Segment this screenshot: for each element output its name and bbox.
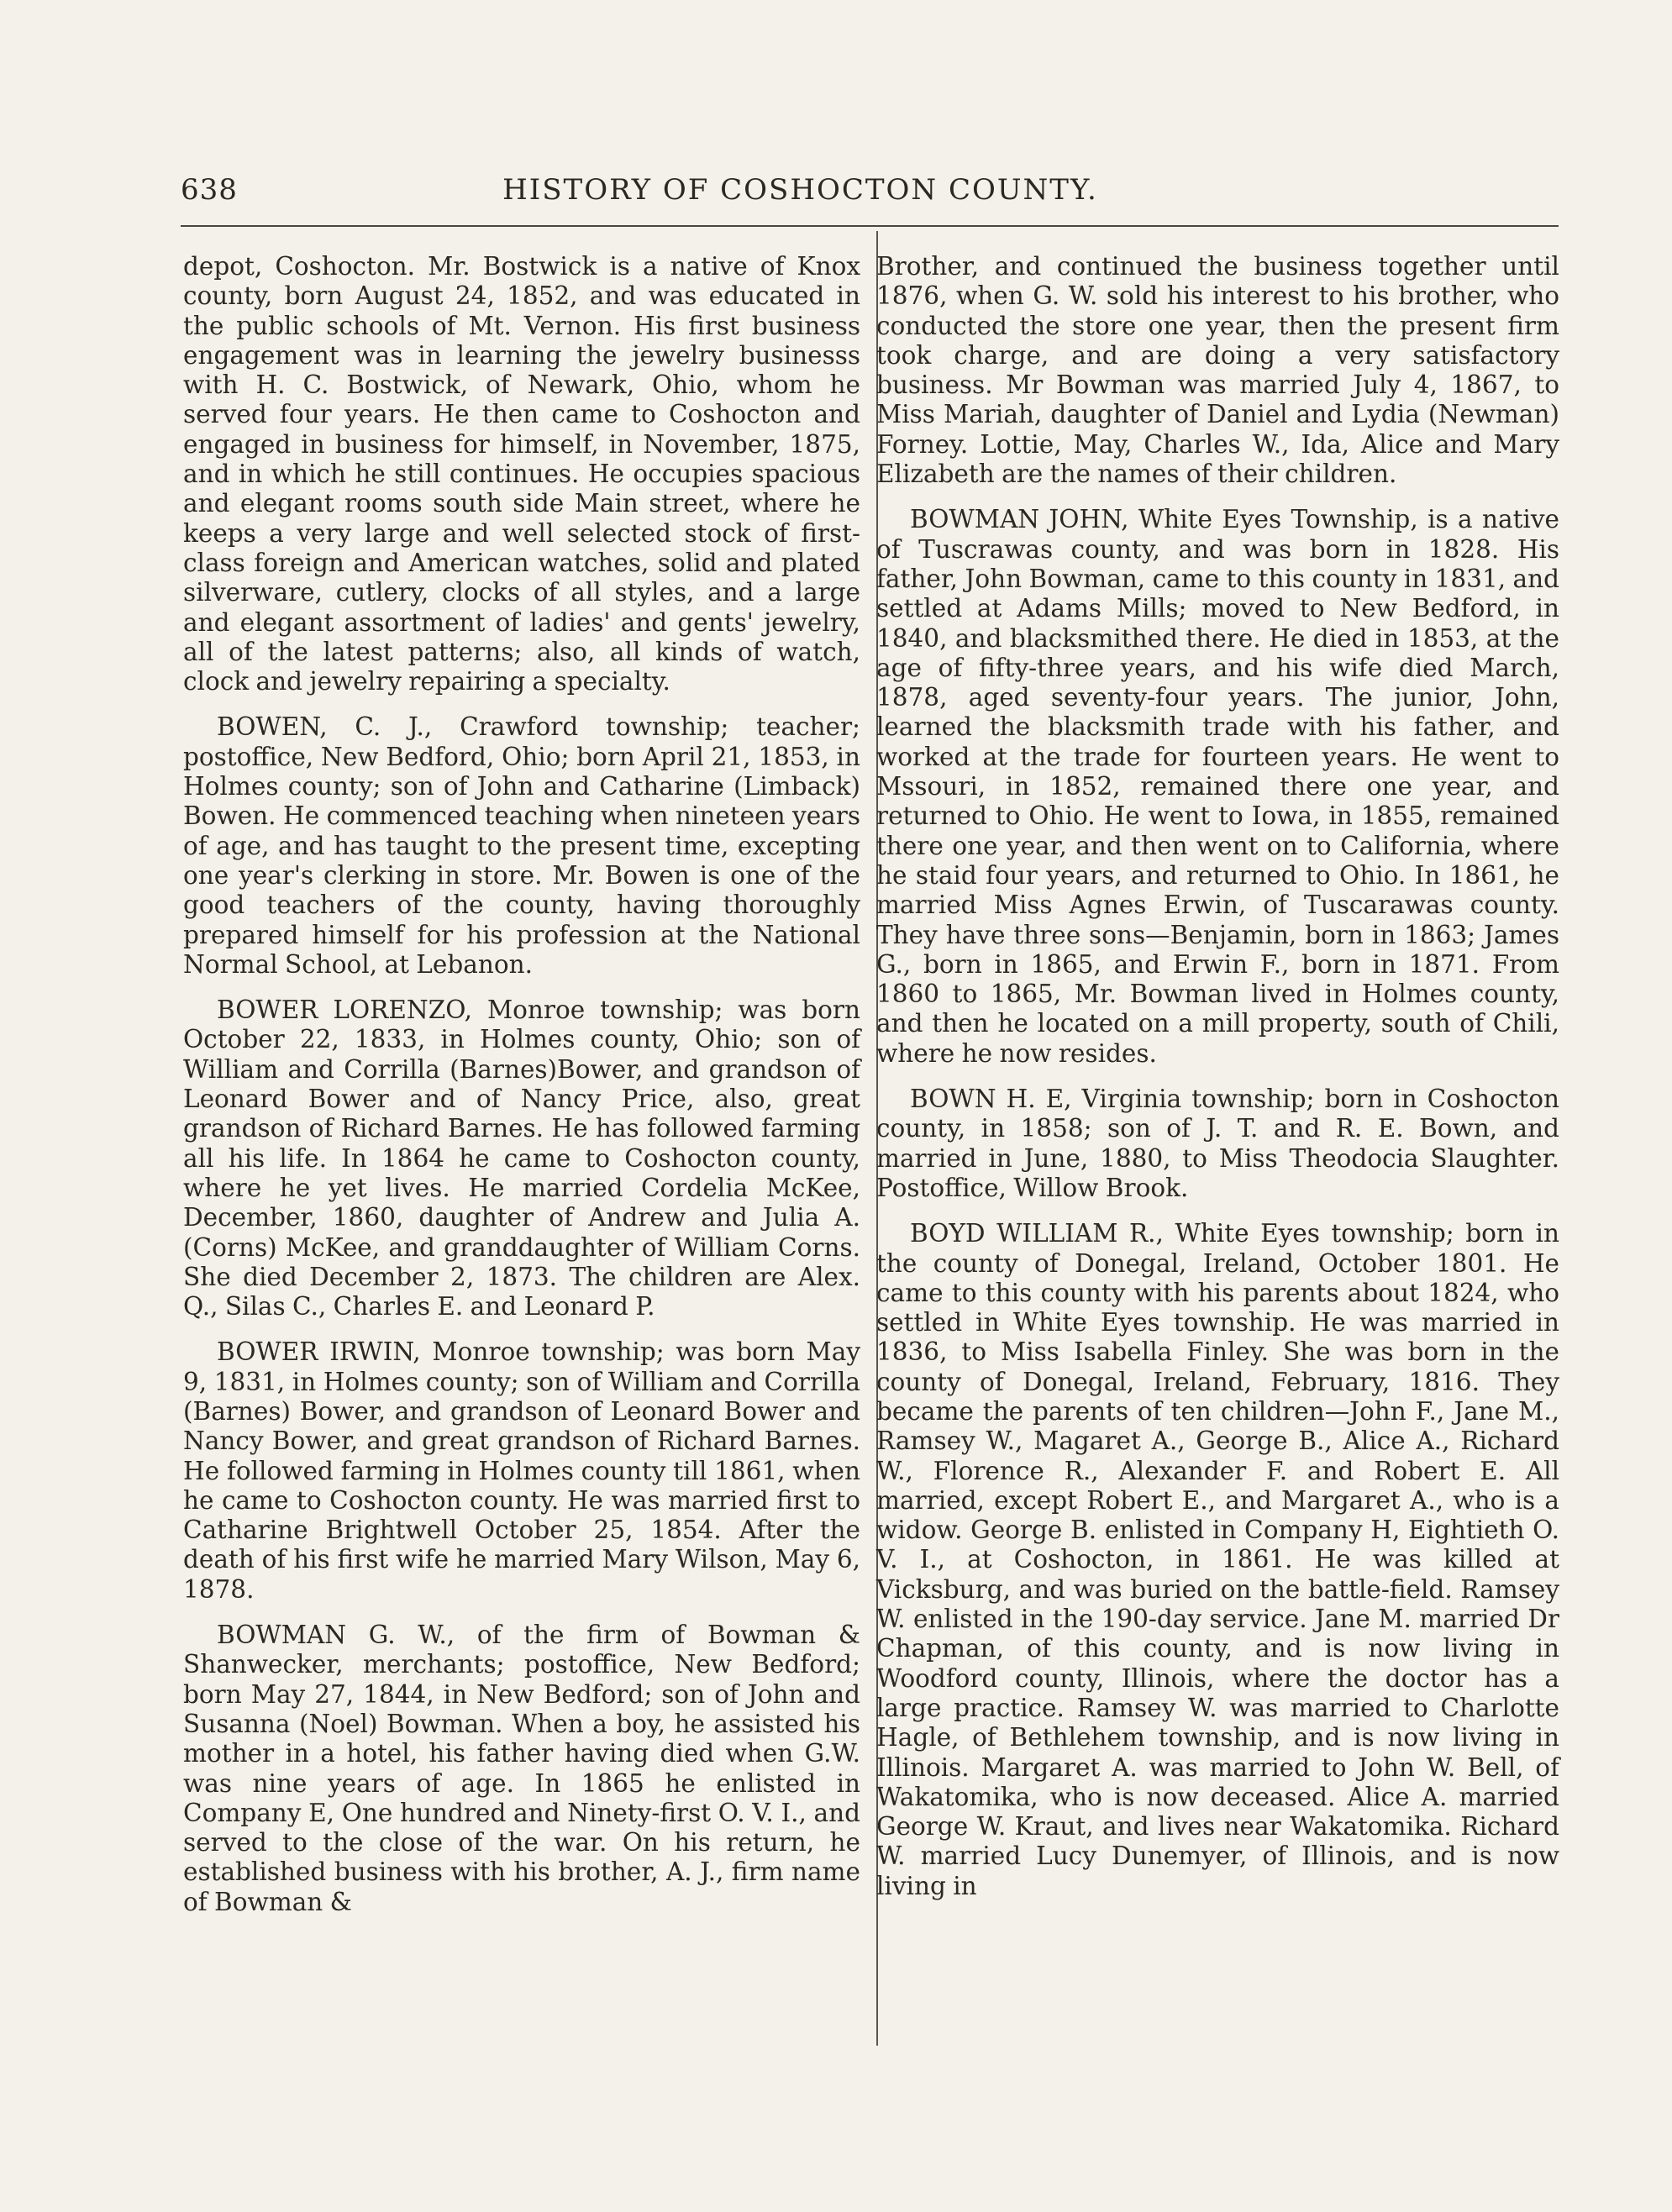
header-rule bbox=[181, 225, 1559, 227]
page-number: 638 bbox=[181, 173, 238, 207]
paragraph-boyd-william-r: BOYD WILLIAM R., White Eyes township; born in the county of Donegal, Ireland, October 1801. He came to this county with his parents about 1824, who settled in White Eyes township. He was married in 1836, to Miss Isabella Finley. She was born in the county of Donegal, Ireland, February, 1816. They became the parents of ten children—John F., Jane M., Ramsey W., Magaret A., George B., Alice A., Richard W., Florence R., Alexander F. and Robert E. All married, except Robert E., and Margaret A., who is a widow. George B. enlisted in Company H, Eightieth O. V. I., at Coshocton, in 1861. He was killed at Vicksburg, and was buried on the battle-field. Ramsey W. enlisted in the 190-day service. Jane M. married Dr Chapman, of this county, and is now living in Woodford county, Illinois, where the doctor has a large practice. Ramsey W. was married to Charlotte Hagle, of Bethlehem township, and is now living in Illinois. Margaret A. was married to John W. Bell, of Wakatomika, who is now deceased. Alice A. married George W. Kraut, and lives near Wakatomika. Richard W. married Lucy Dunemyer, of Illinois, and is now living in bbox=[876, 1219, 1559, 1900]
running-title: HISTORY OF COSHOCTON COUNTY. bbox=[502, 173, 1098, 207]
paragraph-bowman-g-w-continued: Brother, and continued the business together until 1876, when G. W. sold his interest to his brother, who conducted the store one year, then the present firm took charge, and are doing a very satisfactory business. Mr Bowman was married July 4, 1867, to Miss Mariah, daughter of Daniel and Lydia (Newman) Forney. Lottie, May, Charles W., Ida, Alice and Mary Elizabeth are the names of their children. bbox=[876, 252, 1559, 489]
paragraph-bowman-g-w: BOWMAN G. W., of the firm of Bowman & Shanwecker, merchants; postoffice, New Bedford; born May 27, 1844, in New Bedford; son of John and Susanna (Noel) Bowman. When a boy, he assisted his mother in a hotel, his father having died when G.W. was nine years of age. In 1865 he enlisted in Company E, One hundred and Ninety-first O. V. I., and served to the close of the war. On his return, he established business with his brother, A. J., firm name of Bowman & bbox=[183, 1621, 860, 1916]
paragraph-bower-irwin: BOWER IRWIN, Monroe township; was born May 9, 1831, in Holmes county; son of William and Corrilla (Barnes) Bower, and grandson of Leonard Bower and Nancy Bower, and great grandson of Richard Barnes. He followed farming in Holmes county till 1861, when he came to Coshocton county. He was married first to Catharine Brightwell October 25, 1854. After the death of his first wife he married Mary Wilson, May 6, 1878. bbox=[183, 1337, 860, 1604]
paragraph-bown-h-e: BOWN H. E, Virginia township; born in Coshocton county, in 1858; son of J. T. and R. E. Bown, and married in June, 1880, to Miss Theodocia Slaughter. Postoffice, Willow Brook. bbox=[876, 1085, 1559, 1202]
page-header bbox=[181, 173, 1420, 213]
right-column bbox=[876, 252, 1559, 1917]
paragraph-bostwick-continued: depot, Coshocton. Mr. Bostwick is a native of Knox county, born August 24, 1852, and was educated in the public schools of Mt. Vernon. His first business engagement was in learning the jewelry businesss with H. C. Bostwick, of Newark, Ohio, whom he served four years. He then came to Coshocton and engaged in business for himself, in November, 1875, and in which he still continues. He occupies spacious and elegant rooms south side Main street, where he keeps a very large and well selected stock of first-class foreign and American watches, solid and plated silverware, cutlery, clocks of all styles, and a large and elegant assortment of ladies' and gents' jewelry, all of the latest patterns; also, all kinds of watch, clock and jewelry repairing a specialty. bbox=[183, 252, 860, 696]
paragraph-bowen-c-j: BOWEN, C. J., Crawford township; teacher; postoffice, New Bedford, Ohio; born April 21, 1853, in Holmes county; son of John and Catharine (Limback) Bowen. He commenced teaching when nineteen years of age, and has taught to the present time, excepting one year's clerking in store. Mr. Bowen is one of the good teachers of the county, having thoroughly prepared himself for his profession at the National Normal School, at Lebanon. bbox=[183, 712, 860, 979]
paragraph-bowman-john: BOWMAN JOHN, White Eyes Township, is a native of Tuscrawas county, and was born in 1828. His father, John Bowman, came to this county in 1831, and settled at Adams Mills; moved to New Bedford, in 1840, and blacksmithed there. He died in 1853, at the age of fifty-three years, and his wife died March, 1878, aged seventy-four years. The junior, John, learned the blacksmith trade with his father, and worked at the trade for fourteen years. He went to Mssouri, in 1852, remained there one year, and returned to Ohio. He went to Iowa, in 1855, remained there one year, and then went on to California, where he staid four years, and returned to Ohio. In 1861, he married Miss Agnes Erwin, of Tuscarawas county. They have three sons—Benjamin, born in 1863; James G., born in 1865, and Erwin F., born in 1871. From 1860 to 1865, Mr. Bowman lived in Holmes county, and then he located on a mill property, south of Chili, where he now resides. bbox=[876, 505, 1559, 1068]
left-column bbox=[183, 252, 860, 1933]
paragraph-bower-lorenzo: BOWER LORENZO, Monroe township; was born October 22, 1833, in Holmes county, Ohio; son of William and Corrilla (Barnes)Bower, and grandson of Leonard Bower and of Nancy Price, also, great grandson of Richard Barnes. He has followed farming all his life. In 1864 he came to Coshocton county, where he yet lives. He married Cordelia McKee, December, 1860, daughter of Andrew and Julia A. (Corns) McKee, and granddaughter of William Corns. She died December 2, 1873. The children are Alex. Q., Silas C., Charles E. and Leonard P. bbox=[183, 996, 860, 1321]
